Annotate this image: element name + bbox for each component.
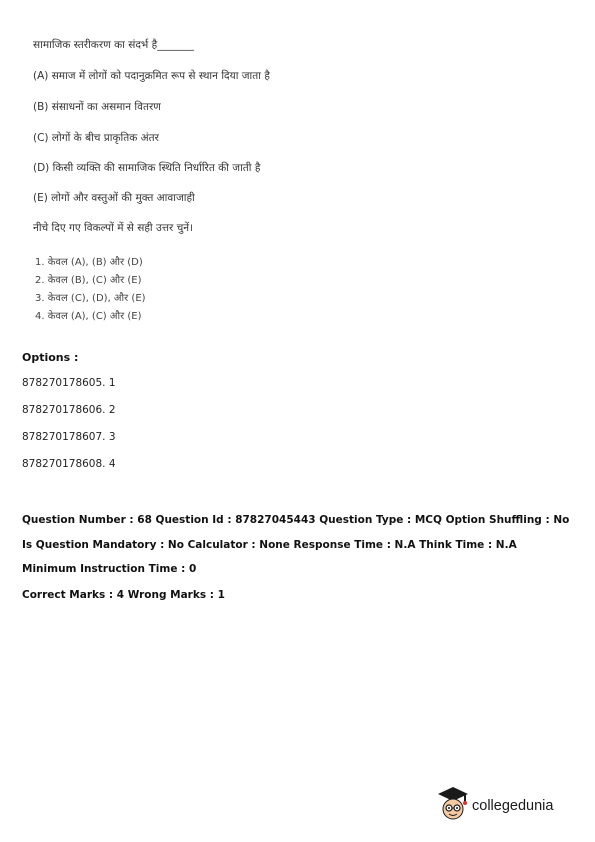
option-item-1: 878270178605. 1 [22, 377, 116, 389]
option-item-4: 878270178608. 4 [22, 458, 116, 470]
choice-2: 2. केवल (B), (C) और (E) [35, 275, 142, 286]
option-item-3: 878270178607. 3 [22, 431, 116, 443]
question-meta-line-2: Is Question Mandatory : No Calculator : None Response Time : N.A Think Time : N.A [22, 539, 517, 551]
collegedunia-logo [434, 784, 574, 824]
question-meta-line-3: Minimum Instruction Time : 0 [22, 563, 197, 575]
statement-e: (E) लोगों और वस्तुओं की मुक्त आवाजाही [33, 192, 195, 204]
question-instruction: नीचे दिए गए विकल्पों में से सही उत्तर चुनें। [33, 222, 194, 234]
choice-3: 3. केवल (C), (D), और (E) [35, 293, 146, 304]
statement-a: (A) समाज में लोगों को पदानुक्रमित रूप से स्थान दिया जाता है [33, 70, 270, 82]
question-meta-line-1: Question Number : 68 Question Id : 87827045443 Question Type : MCQ Option Shuffling : No [22, 514, 570, 526]
statement-d: (D) किसी व्यक्ति की सामाजिक स्थिति निर्धारित की जाती है [33, 162, 261, 174]
choice-1: 1. केवल (A), (B) और (D) [35, 257, 143, 268]
question-meta-line-4: Correct Marks : 4 Wrong Marks : 1 [22, 589, 225, 601]
statement-b: (B) संसाधनों का असमान वितरण [33, 101, 161, 113]
option-item-2: 878270178606. 2 [22, 404, 116, 416]
graduate-mascot-icon [434, 784, 472, 824]
question-stem: सामाजिक स्तरीकरण का संदर्भ है_______ [33, 39, 194, 51]
choice-4: 4. केवल (A), (C) और (E) [35, 311, 142, 322]
options-heading: Options : [22, 351, 79, 364]
logo-text: collegedunia [472, 798, 554, 814]
statement-c: (C) लोगों के बीच प्राकृतिक अंतर [33, 132, 159, 144]
